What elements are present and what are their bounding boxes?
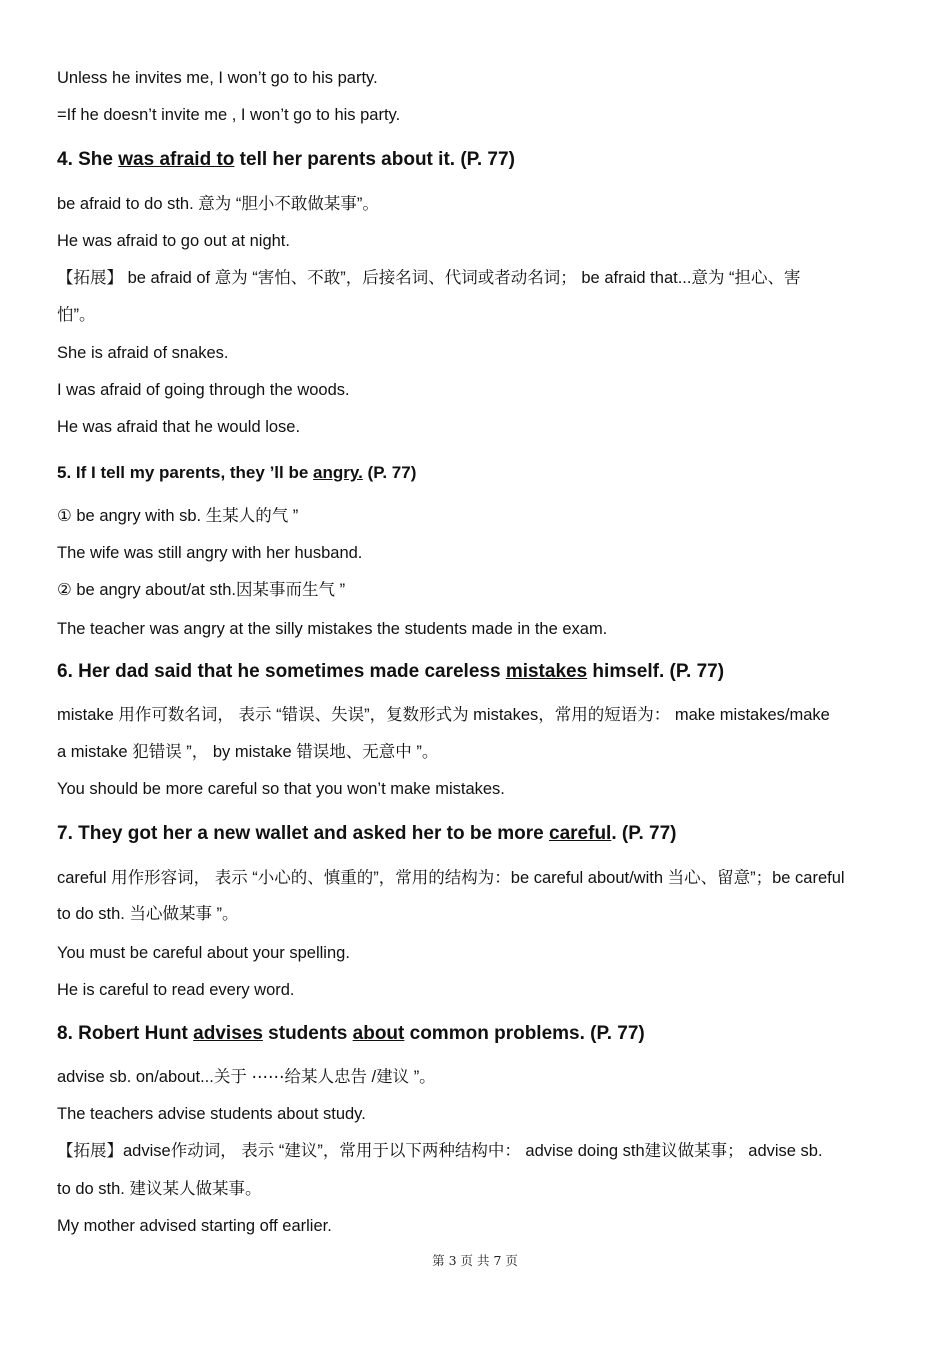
text-line: The teacher was angry at the silly mistakes the students made in the exam. xyxy=(57,620,608,638)
heading-6 xyxy=(57,660,906,684)
heading-text: 7. They got her a new wallet and asked her to be more xyxy=(57,823,550,844)
text-line: a mistake 犯错误 ”， by mistake 错误地、无意中 ”。 xyxy=(57,743,439,761)
text-line: 怕”。 xyxy=(57,306,96,324)
text-line: I was afraid of going through the woods. xyxy=(57,381,350,399)
text-line: You must be careful about your spelling. xyxy=(57,944,350,962)
heading-text: (P. 77) xyxy=(362,463,417,482)
text-line: 【拓展】advise作动词， 表示 “建议”，常用于以下两种结构中： advise doing sth建议做某事； advise sb. xyxy=(57,1142,823,1160)
heading-text: 8. Robert Hunt xyxy=(57,1023,194,1044)
heading-underlined: careful xyxy=(549,823,612,844)
text-line: be afraid to do sth. 意为 “胆小不敢做某事”。 xyxy=(57,195,379,213)
text-line: 【拓展】 be afraid of 意为 “害怕、不敢”，后接名词、代词或者动名词； be afraid that...意为 “担心、害 xyxy=(57,269,801,287)
heading-text: 6. Her dad said that he sometimes made careless xyxy=(57,661,506,682)
text-line: mistake 用作可数名词， 表示 “错误、失误”，复数形式为 mistakes，常用的短语为： make mistakes/make xyxy=(57,706,830,724)
heading-text: ’ll be xyxy=(269,463,309,482)
text-line: careful 用作形容词， 表示 “小心的、慎重的”，常用的结构为：be careful about/with 当心、留意”；be careful xyxy=(57,869,845,887)
heading-4 xyxy=(57,148,906,172)
text-line: advise sb. on/about...关于 ⋯⋯给某人忠告 /建议 ”。 xyxy=(57,1068,436,1086)
heading-text: students xyxy=(262,1023,353,1044)
heading-5 xyxy=(57,461,906,485)
heading-text: himself. (P. 77) xyxy=(587,661,725,682)
page-footer: 第 3 页 共 7 页 xyxy=(432,1253,518,1268)
heading-text: common problems. (P. 77) xyxy=(404,1023,645,1044)
heading-7 xyxy=(57,822,906,846)
text-line: You should be more careful so that you won’t make mistakes. xyxy=(57,780,505,798)
text-line: He was afraid that he would lose. xyxy=(57,418,301,436)
text-line: The wife was still angry with her husband. xyxy=(57,544,363,562)
heading-underlined: angry. xyxy=(313,463,363,482)
heading-text: 4. She xyxy=(57,149,119,170)
heading-text: . (P. 77) xyxy=(611,823,677,844)
text-line: =If he doesn’t invite me , I won’t go to his party. xyxy=(57,106,401,124)
heading-underlined: advises xyxy=(193,1023,263,1044)
heading-underlined: was afraid to xyxy=(118,149,235,170)
heading-text: tell her parents about it. (P. 77) xyxy=(234,149,515,170)
text-line: to do sth. 建议某人做某事。 xyxy=(57,1180,262,1198)
text-line: Unless he invites me, I won’t go to his party. xyxy=(57,69,378,87)
heading-underlined: mistakes xyxy=(505,661,588,682)
text-line: My mother advised starting off earlier. xyxy=(57,1217,332,1235)
text-line: ② be angry about/at sth.因某事而生气 ” xyxy=(57,581,346,599)
text-line: He is careful to read every word. xyxy=(57,981,295,999)
text-line: to do sth. 当心做某事 ”。 xyxy=(57,905,239,923)
text-line: ① be angry with sb. 生某人的气 ” xyxy=(57,507,299,525)
heading-text: 5. If I tell my parents, they xyxy=(57,463,270,482)
text-line: She is afraid of snakes. xyxy=(57,344,229,362)
heading-8 xyxy=(57,1022,906,1046)
text-line: He was afraid to go out at night. xyxy=(57,232,290,250)
heading-underlined: about xyxy=(352,1023,405,1044)
text-line: The teachers advise students about study. xyxy=(57,1105,366,1123)
